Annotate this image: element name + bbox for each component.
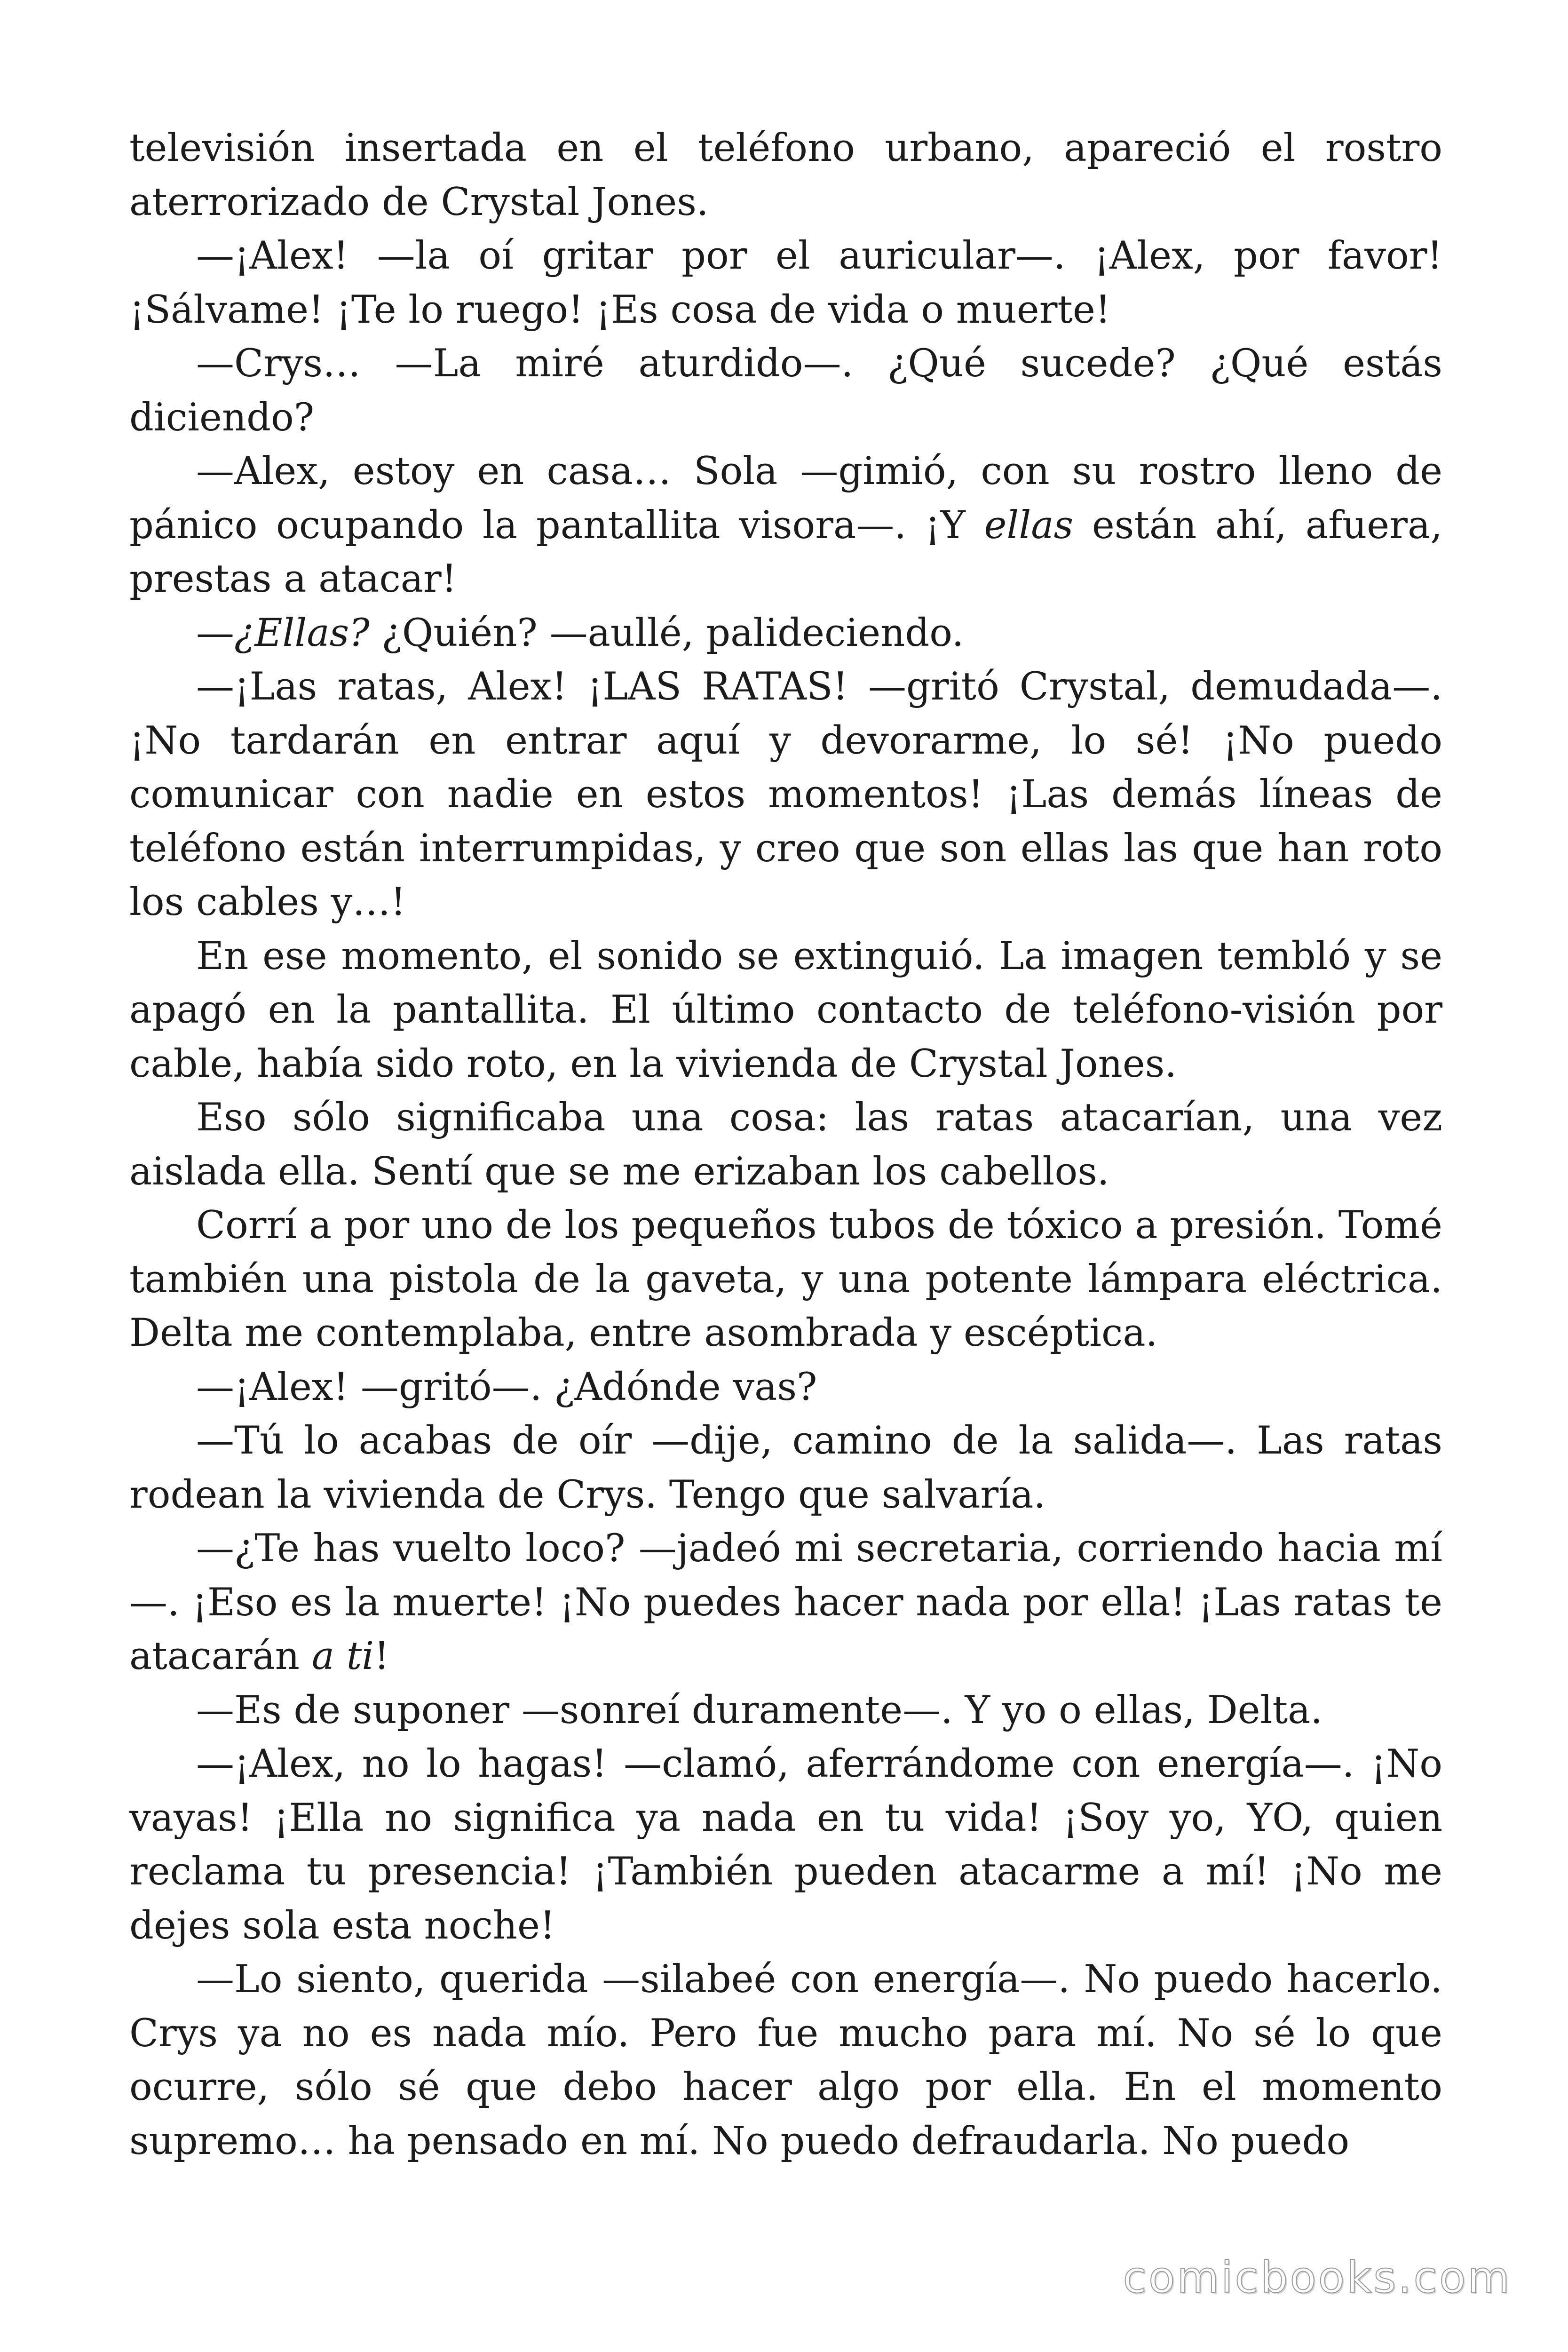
paragraph-1: televisión insertada en el teléfono urbano, apareció el rostro aterrorizado de Crystal Jones. xyxy=(129,126,1442,224)
paragraph-13: —Es de suponer —sonreí duramente—. Y yo o ellas, Delta. xyxy=(196,1688,1323,1732)
paragraph-7: En ese momento, el sonido se extinguió. La imagen tembló y se apagó en la pantallita. El último contacto de teléfono-visión por cable, había sido roto, en la vivienda de Crystal Jones. xyxy=(129,934,1442,1086)
paragraph-2: —¡Alex! —la oí gritar por el auricular—. ¡Alex, por favor! ¡Sálvame! ¡Te lo ruego! ¡Es cosa de vida o muerte! xyxy=(129,234,1442,332)
paragraph-4: —Alex, estoy en casa… Sola —gimió, con su rostro lleno de pánico ocupando la pantallita visora—. ¡Y ellas están ahí, afuera, prestas a atacar! xyxy=(129,449,1442,601)
paragraph-6: —¡Las ratas, Alex! ¡LAS RATAS! —gritó Crystal, demudada—. ¡No tardarán en entrar aquí y devorarme, lo sé! ¡No puedo comunicar con nadie en estos momentos! ¡Las demás líneas de teléfono están interrumpidas, y creo que son ellas las que han roto los cables y…! xyxy=(129,665,1442,924)
paragraph-3: —Crys… —La miré aturdido—. ¿Qué sucede? ¿Qué estás diciendo? xyxy=(129,342,1442,440)
paragraph-14: —¡Alex, no lo hagas! —clamó, aferrándome con energía—. ¡No vayas! ¡Ella no significa ya nada en tu vida! ¡Soy yo, YO, quien reclama tu presencia! ¡También pueden atacarme a mí! ¡No me dejes sola esta noche! xyxy=(129,1742,1442,1948)
emphasis-ellas: ellas xyxy=(984,503,1074,548)
paragraph-12: —¿Te has vuelto loco? —jadeó mi secretaria, corriendo hacia mí —. ¡Eso es la muerte! ¡No puedes hacer nada por ella! ¡Las ratas te atacarán a ti! xyxy=(129,1526,1442,1678)
page-body xyxy=(129,121,1442,2168)
paragraph-5: —¿Ellas? ¿Quién? —aullé, palideciendo. xyxy=(196,611,964,655)
emphasis-a-ti: a ti xyxy=(311,1634,374,1678)
paragraph-15: —Lo siento, querida —silabeé con energía—. No puedo hacerlo. Crys ya no es nada mío. Pero fue mucho para mí. No sé lo que ocurre, sólo sé que debo hacer algo por ella. En el momento supremo… ha pensado en mí. No puedo defraudarla. No puedo xyxy=(129,1957,1442,2163)
paragraph-11: —Tú lo acabas de oír —dije, camino de la salida—. Las ratas rodean la vivienda de Crys. Tengo que salvaría. xyxy=(129,1419,1442,1517)
emphasis-ellas-question: ¿Ellas? xyxy=(234,611,370,655)
paragraph-8: Eso sólo significaba una cosa: las ratas atacarían, una vez aislada ella. Sentí que se me erizaban los cabellos. xyxy=(129,1096,1442,1194)
paragraph-10: —¡Alex! —gritó—. ¿Adónde vas? xyxy=(196,1365,817,1409)
paragraph-9: Corrí a por uno de los pequeños tubos de tóxico a presión. Tomé también una pistola de la gaveta, y una potente lámpara eléctrica. Delta me contemplaba, entre asombrada y escéptica. xyxy=(129,1203,1442,1355)
watermark: comicbooks.com xyxy=(1123,2252,1512,2303)
